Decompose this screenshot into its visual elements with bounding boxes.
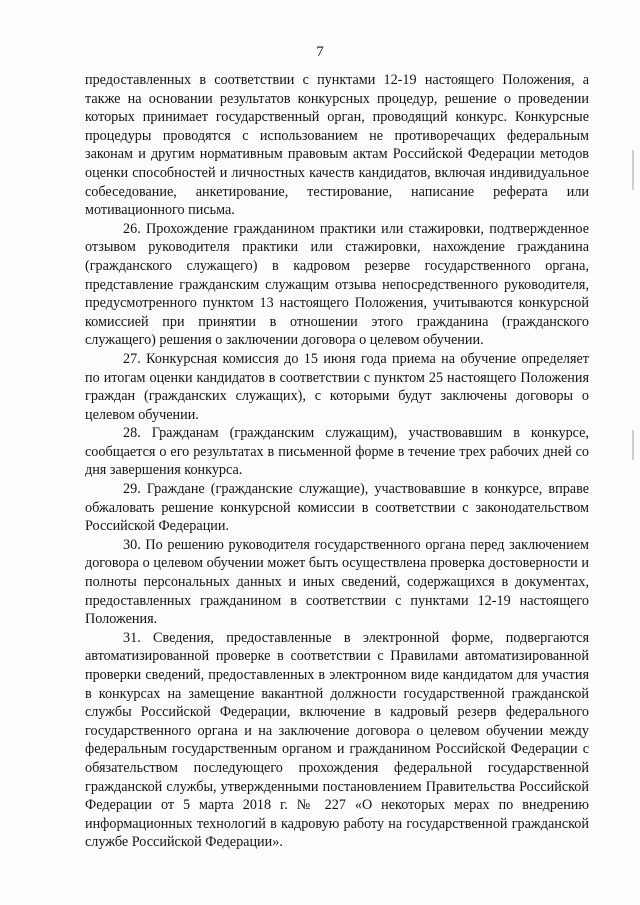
paragraph-28: 28. Гражданам (гражданским служащим), участвовавшим в конкурсе, сообщается о его результатах в письменной форме в течение трех рабочих дней со дня завершения конкурса. <box>85 425 589 479</box>
paragraph-continuation: предоставленных в соответствии с пунктами 12-19 настоящего Положения, а также на основании результатов конкурсных процедур, решение о проведении которых принимает государственный орган, проводящий конкурс. Конкурсные процедуры проводятся с использованием не противоречащих федеральным законам и другим нормативным правовым актам Российской Федерации методов оценки способностей и личностных качеств кандидатов, включая индивидуальное собеседование, анкетирование, тестирование, написание реферата или мотивационного письма. <box>85 72 589 219</box>
paragraph-27: 27. Конкурсная комиссия до 15 июня года приема на обучение определяет по итогам оценки кандидатов в соответствии с пунктом 25 настоящего Положения граждан (гражданских служащих), с которыми будут заключены договоры о целевом обучении. <box>85 350 589 423</box>
paragraph-29: 29. Граждане (гражданские служащие), участвовавшие в конкурсе, вправе обжаловать решение конкурсной комиссии в соответствии с законодательством Российской Федерации. <box>85 481 589 535</box>
paragraph-31: 31. Сведения, предоставленные в электронной форме, подвергаются автоматизированной проверке в соответствии с Правилами автоматизированной проверки сведений, предоставленных в электронном виде кандидатом для участия в конкурсах на замещение вакантной должности государственной гражданской службы Российской Федерации, включение в кадровый резерв федерального государственного органа и на заключение договора о целевом обучении между федеральным государственным органом и гражданином Российской Федерации с обязательством последующего прохождения федеральной государственной гражданской службы, утвержденными постановлением Правительства Российской Федерации от 5 марта 2018 г. № 227 «О некоторых мерах по внедрению информационных технологий в кадровую работу на государственной гражданской службе Российской Федерации». <box>85 629 589 851</box>
paragraph-26: 26. Прохождение гражданином практики или стажировки, подтвержденное отзывом руководителя практики или стажировки, нахождение гражданина (гражданского служащего) в кадровом резерве государственного органа, представление гражданским служащим отзыва непосредственного руководителя, предусмотренного пунктом 13 настоящего Положения, учитываются конкурсной комиссией при принятии в отношении этого гражданина (гражданского служащего) решения о заключении договора о целевом обучении. <box>85 220 589 349</box>
document-body <box>85 71 589 852</box>
scan-edge-mark <box>632 430 634 460</box>
page-number: 7 <box>316 44 324 60</box>
paragraph-30: 30. По решению руководителя государственного органа перед заключением договора о целевом обучении может быть осуществлена проверка достоверности и полноты персональных данных и иных сведений, содержащихся в документах, предоставленных гражданином в соответствии с пунктами 12-19 настоящего Положения. <box>85 536 589 628</box>
scan-edge-mark <box>632 150 634 190</box>
